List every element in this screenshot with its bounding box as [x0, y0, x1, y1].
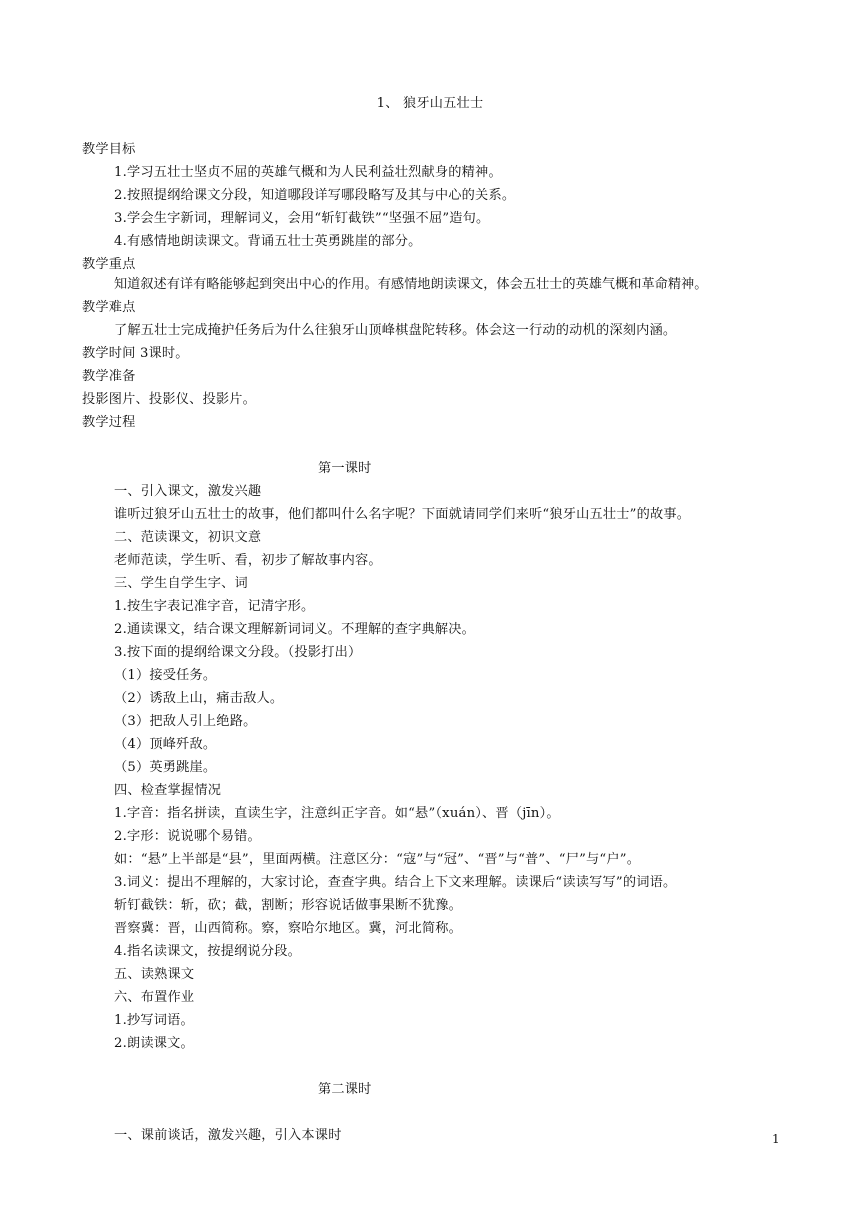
lesson-line: 2.字形：说说哪个易错。 [114, 829, 261, 844]
lesson-line: 2.通读课文，结合课文理解新词词义。不理解的查字典解决。 [114, 622, 476, 637]
lesson-line: （1）接受任务。 [114, 668, 217, 683]
lesson-line: 三、学生自学生字、词 [114, 576, 248, 591]
lesson-line: （5）英勇跳崖。 [114, 760, 217, 775]
lesson-line: （2）诱敌上山，痛击敌人。 [114, 691, 284, 706]
period-heading-first: 第一课时 [318, 461, 372, 476]
goal-item: 3.学会生字新词，理解词义，会用“斩钉截铁”“坚强不屈”造句。 [114, 211, 490, 226]
lesson-line: 一、课前谈话，激发兴趣，引入本课时 [114, 1128, 342, 1143]
lesson-line: 3.按下面的提纲给课文分段。（投影打出） [114, 645, 362, 660]
lesson-line: （4）顶峰歼敌。 [114, 737, 217, 752]
lesson-line: 老师范读，学生听、看，初步了解故事内容。 [114, 553, 382, 568]
lesson-line: 3.词义：提出不理解的，大家讨论，查查字典。结合上下文来理解。读课后“读读写写”的词语。 [114, 875, 677, 890]
section-heading-key-points: 教学重点 [82, 257, 136, 272]
lesson-line: 斩钉截铁：斩，砍；截，割断；形容说话做事果断不犹豫。 [114, 898, 463, 913]
lesson-line: 四、检查掌握情况 [114, 783, 222, 798]
lesson-line: 晋察冀：晋，山西简称。察，察哈尔地区。冀，河北简称。 [114, 921, 463, 936]
teaching-time: 教学时间 3课时。 [82, 346, 189, 361]
goal-item: 4.有感情地朗读课文。背诵五壮士英勇跳崖的部分。 [114, 234, 422, 249]
preparation-text: 投影图片、投影仪、投影片。 [82, 392, 257, 407]
lesson-line: 六、布置作业 [114, 990, 195, 1005]
lesson-line: 2.朗读课文。 [114, 1036, 194, 1051]
difficulties-text: 了解五壮士完成掩护任务后为什么往狼牙山顶峰棋盘陀转移。体会这一行动的动机的深刻内涵。 [114, 323, 677, 338]
lesson-line: 五、读熟课文 [114, 967, 195, 982]
section-heading-difficulties: 教学难点 [82, 300, 136, 315]
lesson-line: 一、引入课文，激发兴趣 [114, 484, 262, 499]
key-points-text: 知道叙述有详有略能够起到突出中心的作用。有感情地朗读课文，体会五壮士的英雄气概和革命精神。 [114, 277, 708, 292]
page-number: 1 [772, 1132, 780, 1146]
lesson-line: 1.字音：指名拼读，直读生字，注意纠正字音。如“悬”（xuán）、晋（jīn）。 [114, 806, 560, 821]
goal-item: 1.学习五壮士坚贞不屈的英雄气概和为人民利益壮烈献身的精神。 [114, 165, 502, 180]
lesson-line: 谁听过狼牙山五壮士的故事，他们都叫什么名字呢？下面就请同学们来听“狼牙山五壮士”的故事。 [114, 507, 691, 522]
lesson-line: （3）把敌人引上绝路。 [114, 714, 257, 729]
lesson-line: 4.指名读课文，按提纲说分段。 [114, 944, 302, 959]
lesson-line: 如：“悬”上半部是“县”，里面两横。注意区分：“寇”与“冠”、“晋”与“普”、“尸”与“户”。 [114, 852, 641, 867]
period-heading-second: 第二课时 [318, 1082, 372, 1097]
goal-item: 2.按照提纲给课文分段，知道哪段详写哪段略写及其与中心的关系。 [114, 188, 516, 203]
section-heading-process: 教学过程 [82, 415, 136, 430]
document-title: 1、 狼牙山五壮士 [376, 96, 484, 111]
section-heading-preparation: 教学准备 [82, 369, 136, 384]
section-heading-goals: 教学目标 [82, 142, 136, 157]
lesson-line: 1.按生字表记准字音，记清字形。 [114, 599, 315, 614]
lesson-line: 1.抄写词语。 [114, 1013, 194, 1028]
lesson-line: 二、范读课文，初识文意 [114, 530, 262, 545]
